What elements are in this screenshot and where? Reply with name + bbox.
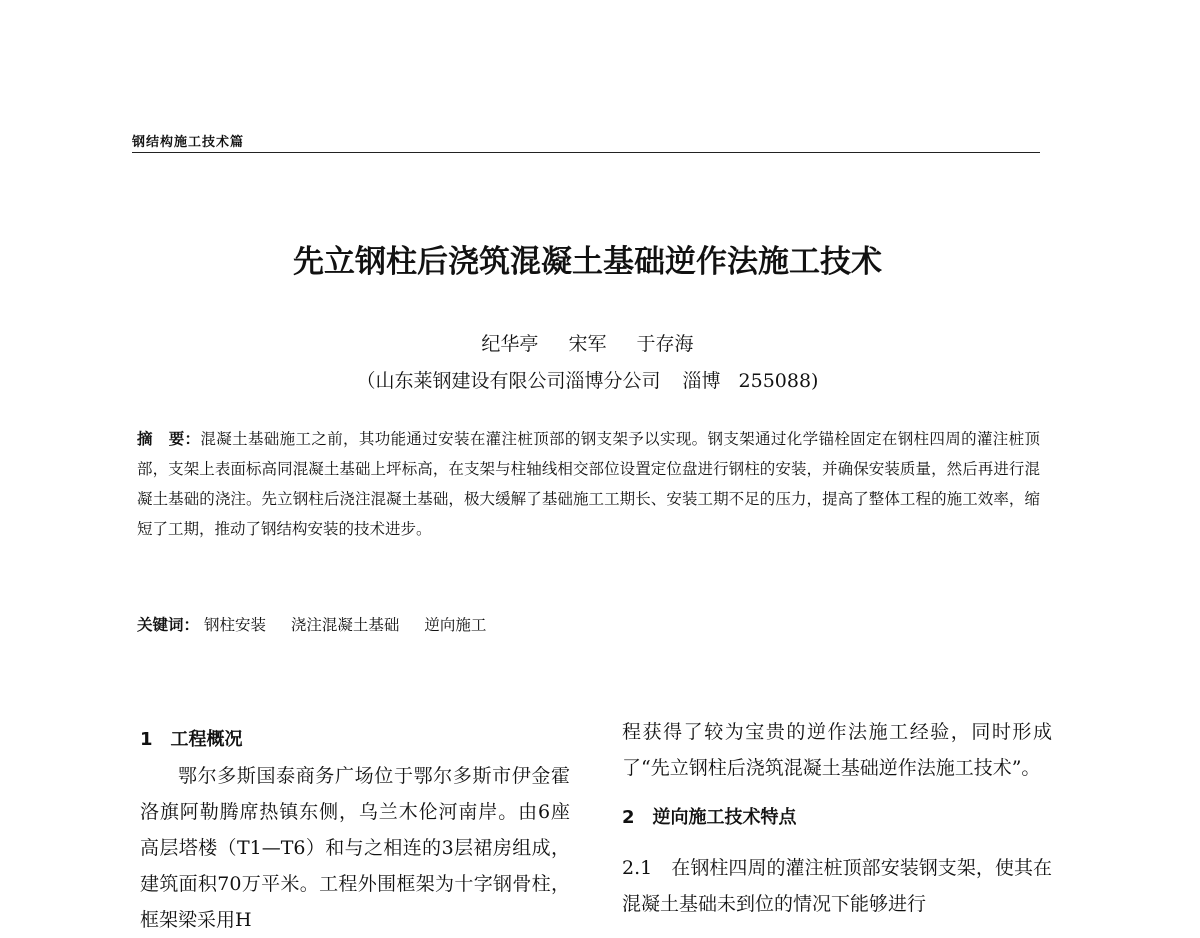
right-column: [622, 714, 1052, 922]
affiliation-zip: 255088): [738, 370, 819, 392]
left-column: [140, 722, 570, 938]
abstract-label: 摘 要：: [137, 430, 201, 448]
keywords-label: 关键词：: [137, 616, 200, 634]
author: 宋军: [568, 333, 607, 355]
affiliation: [0, 366, 1175, 393]
author: 于存海: [636, 333, 694, 355]
affiliation-org: （山东莱钢建设有限公司淄博分公司: [356, 370, 661, 392]
section-title: 工程概况: [170, 729, 243, 750]
keyword: 逆向施工: [424, 616, 487, 634]
section-heading-1: [140, 722, 570, 758]
abstract: [137, 424, 1040, 544]
section-number: 2: [622, 807, 635, 828]
body-paragraph: 鄂尔多斯国泰商务广场位于鄂尔多斯市伊金霍洛旗阿勒腾席热镇东侧，乌兰木伦河南岸。由6座高层塔楼（T1—T6）和与之相连的3层裙房组成，建筑面积70万平米。工程外围框架为十字钢骨柱，框架梁采用H: [140, 765, 570, 931]
header-rule: [132, 152, 1040, 153]
keyword: 浇注混凝土基础: [290, 616, 400, 634]
body-paragraph-continued: 程获得了较为宝贵的逆作法施工经验，同时形成了“先立钢柱后浇筑混凝土基础逆作法施工技术”。: [622, 721, 1052, 779]
section-title: 逆向施工技术特点: [652, 807, 797, 828]
running-header: 钢结构施工技术篇: [132, 135, 245, 150]
author-list: [0, 329, 1175, 356]
affiliation-city: 淄博: [682, 370, 721, 392]
keywords: [137, 613, 506, 635]
abstract-text: 混凝土基础施工之前，其功能通过安装在灌注桩顶部的钢支架予以实现。钢支架通过化学锚栓固定在钢柱四周的灌注桩顶部，支架上表面标高同混凝土基础上坪标高，在支架与柱轴线相交部位设置定位盘进行钢柱的安装，并确保安装质量，然后再进行混凝土基础的浇注。先立钢柱后浇注混凝土基础，极大缓解了基础施工工期长、安装工期不足的压力，提高了整体工程的施工效率，缩短了工期，推动了钢结构安装的技术进步。: [137, 430, 1040, 538]
section-number: 1: [140, 729, 153, 750]
subsection-2-1: 2.1 在钢柱四周的灌注桩顶部安装钢支架，使其在混凝土基础未到位的情况下能够进行: [622, 857, 1052, 915]
article-title: 先立钢柱后浇筑混凝土基础逆作法施工技术: [293, 244, 882, 280]
keyword: 钢柱安装: [203, 616, 266, 634]
author: 纪华亭: [481, 333, 539, 355]
section-heading-2: [622, 800, 1052, 836]
